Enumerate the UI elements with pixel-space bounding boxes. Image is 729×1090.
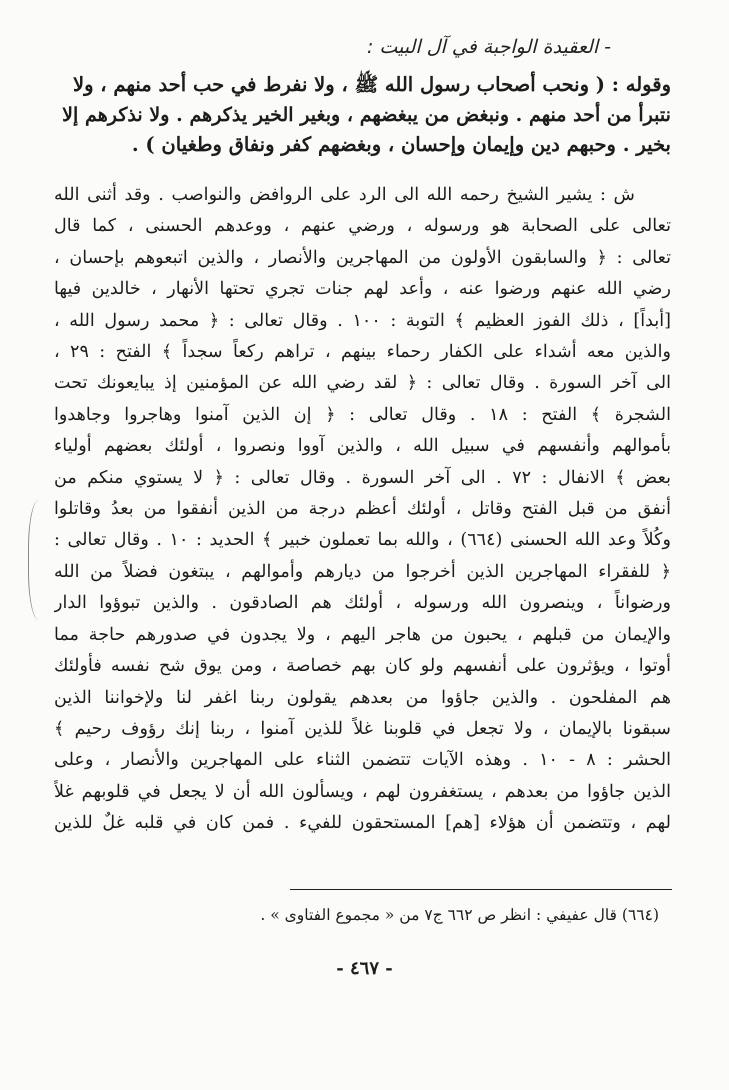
handwritten-heading-annotation: - العقيدة الواجبة في آل البيت : — [366, 36, 611, 58]
body-line: ش : يشير الشيخ رحمه الله الى الرد على الروافض والنواصب . وقد أثنى الله — [54, 185, 635, 205]
intro-line: وقوله : ( ونحب أصحاب رسول الله ﷺ ، ولا نفرط في حب أحد منهم ، ولا — [72, 73, 671, 96]
body-line: بأموالهم وأنفسهم في سبيل الله ، والذين آووا ونصروا ، أولئك بعضهم أولياء — [54, 436, 671, 457]
body-line: والذين معه أشداء على الكفار رحماء بينهم ، تراهم ركعاً سجداً ﴾ الفتح : ٢٩ ، — [54, 342, 671, 363]
intro-line: نتبرأ من أحد منهم . ونبغض من يبغضهم ، وبغير الخير يذكرهم . ولا نذكرهم إلا — [62, 103, 671, 126]
body-line: بعض ﴾ الانفال : ٧٢ . الى آخر السورة . وقال تعالى : ﴿ لا يستوي منكم من — [54, 467, 671, 488]
body-line: سبقونا بالإيمان ، ولا تجعل في قلوبنا غلاً للذين آمنوا ، ربنا إنك رؤوف رحيم ﴾ — [54, 718, 671, 739]
body-line: والإيمان من قبلهم ، يحبون من هاجر اليهم ، ولا يجدون في صدورهم حاجة مما — [54, 624, 671, 645]
footnote-separator — [290, 889, 672, 890]
body-line: رضي الله عنهم ورضوا عنه ، وأعد لهم جنات تجري تحتها الأنهار ، خالدين فيها — [54, 279, 671, 300]
body-line: الى آخر السورة . وقال تعالى : ﴿ لقد رضي الله عن المؤمنين إذ يبايعونك تحت — [54, 373, 671, 394]
body-line: أوتوا ، ويؤثرون على أنفسهم ولو كان بهم خصاصة ، ومن يوق شح نفسه فأولئك — [54, 656, 671, 677]
commentary-text — [54, 180, 671, 840]
page-number: - ٤٦٧ - — [336, 958, 393, 979]
body-line: لهم ، وتتضمن أن هؤلاء [هم] المستحقون للفيء . فمن كان في قلبه غلٌ للذين — [54, 813, 671, 834]
body-line: الشجرة ﴾ الفتح : ١٨ . وقال تعالى : ﴿ إن الذين آمنوا وهاجروا وجاهدوا — [54, 404, 671, 425]
body-line: الحشر : ٨ - ١٠ . وهذه الآيات تتضمن الثناء على المهاجرين والأنصار ، وعلى — [54, 750, 671, 771]
footnote: (٦٦٤) قال عفيفي : انظر ص ٦٦٢ ج٧ من « مجموع الفتاوى » . — [260, 906, 659, 924]
intro-line: بخير . وحبهم دين وإيمان وإحسان ، وبغضهم كفر ونفاق وطغيان ) . — [131, 133, 671, 156]
body-line: وكُلاً وعد الله الحسنى (٦٦٤) ، والله بما تعملون خبير ﴾ الحديد : ١٠ . وقال تعالى : — [54, 530, 671, 551]
body-line: [أبداً] ، ذلك الفوز العظيم ﴾ التوبة : ١٠٠ . وقال تعالى : ﴿ محمد رسول الله ، — [54, 310, 671, 331]
body-line: ﴿ للفقراء المهاجرين الذين أخرجوا من ديارهم وأموالهم ، يبتغون فضلاً من الله — [54, 561, 671, 582]
body-line: أنفق من قبل الفتح وقاتل ، أولئك أعظم درجة من الذين أنفقوا من بعدُ وقاتلوا — [54, 499, 671, 520]
body-line: ورضواناً ، وينصرون الله ورسوله ، أولئك هم الصادقون . والذين تبوؤوا الدار — [54, 593, 671, 614]
quoted-creed-text — [58, 70, 671, 160]
body-line: هم المفلحون . والذين جاؤوا من بعدهم يقولون ربنا اغفر لنا ولإخواننا الذين — [54, 687, 671, 708]
body-line: تعالى : ﴿ والسابقون الأولون من المهاجرين والأنصار ، والذين اتبعوهم بإحسان ، — [54, 247, 671, 268]
body-line: الذين جاؤوا من بعدهم ، يستغفرون لهم ، ويسألون الله أن لا يجعل في قلوبهم غلاً — [54, 781, 671, 802]
body-line: تعالى على الصحابة هو ورسوله ، ورضي عنهم ، ووعدهم الحسنى ، كما قال — [54, 216, 671, 237]
